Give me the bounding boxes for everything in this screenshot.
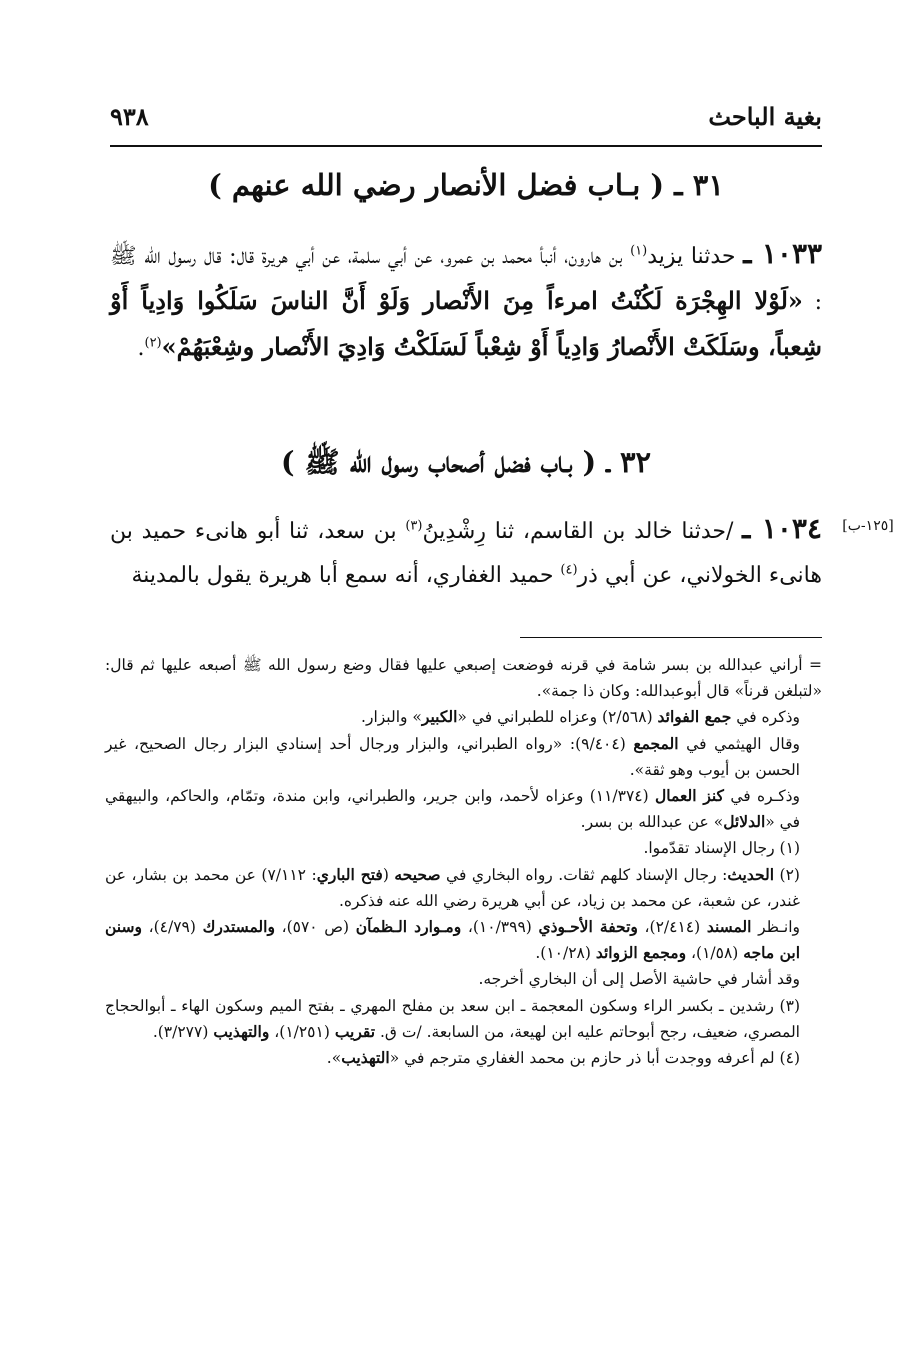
- footnote-paragraph: [105, 704, 822, 730]
- footnote-text: (٩/٤٠٤): «رواه الطبراني، والبزار ورجال أحد إسنادي البزار رجال الصحيح، غير الحسن بن أيوب وهو ثقة».: [105, 734, 800, 779]
- footnote-ref: (٢): [144, 335, 162, 351]
- footnote-text: (٣) رشدين ـ بكسر الراء وسكون المعجمة ـ ابن سعد بن مفلح المهري ـ بفتح الميم وسكون الهاء ـ أبوالحجاج المصري، ضعيف، رجح أبوحاتم عليه ابن لهيعة، من السابعة. /ت ق.: [105, 996, 800, 1041]
- footnote-text: » عن عبدالله بن بسر.: [580, 813, 724, 832]
- footnote-text: وقال الهيثمي في: [678, 734, 800, 753]
- footnote-paragraph: [105, 783, 822, 835]
- footnote-ref: (١): [630, 243, 648, 259]
- footnote-text: (ص ٥٧٠)،: [274, 918, 356, 937]
- footnote-ref: (٣): [405, 518, 423, 534]
- footnote-text: (: [382, 865, 395, 884]
- hadith-text: /حدثنا خالد بن القاسم، ثنا رِشْدِينُ: [422, 519, 743, 544]
- source-title: كنز العمال: [655, 786, 724, 806]
- hadith-quote: «لَوْلا الهِجْرَة لَكُنْتُ امرءاً مِنَ الأَنْصار وَلَوْ أَنَّ الناسَ سَلَكُوا وَادِياً أَوْ شِعباً، وسَلَكَتْ الأَنْصارُ وَادِياً أَوْ شِعْباً لَسَلَكْتُ وَادِيَ الأَنْصار وشِعْبَهُمْ»: [110, 286, 822, 361]
- source-title: والمستدرك: [202, 917, 275, 937]
- footnote-text: وذكـره في: [723, 787, 800, 806]
- manuscript-folio-note: [١٢٥-ب]: [842, 518, 894, 534]
- source-title: تقريب: [334, 1021, 376, 1041]
- footnote-text: (١٠/٢٨).: [535, 944, 596, 963]
- page-header: [110, 96, 822, 136]
- footnote-text: ».: [326, 1049, 342, 1068]
- footnote-ref: (٤): [560, 562, 578, 578]
- page-number: ٩٣٨: [110, 101, 149, 131]
- source-title: الكبير: [421, 707, 458, 727]
- footnote-text: (١/٥٨)،: [686, 944, 744, 963]
- footnote-text: : رجال الإسناد كلهم ثقات. رواه البخاري في: [440, 865, 728, 884]
- footnote-text: وانـظر: [751, 918, 801, 937]
- footnote-text: (٤/٧٩)،: [141, 918, 203, 937]
- footnote-paragraph: [105, 731, 822, 783]
- source-title: وتحفة الأحـوذي: [538, 917, 638, 937]
- source-title: والتهذيب: [213, 1021, 270, 1041]
- footnote-divider: [520, 637, 822, 638]
- hadith-text: بن هارون، أنبأ محمد بن عمرو، عن أبي سلمة، عن أبي هريرة قال: قال رسول الله ﷺ :: [110, 244, 823, 315]
- header-divider: [110, 145, 822, 147]
- source-title: الدلائل: [723, 812, 766, 832]
- source-title: صحيحه: [394, 864, 441, 884]
- footnote-text: (٢/٤١٤)،: [637, 918, 707, 937]
- source-title: وسنن ابن ماجه: [105, 917, 800, 963]
- footnote-text: (١١/٣٧٤) وعزاه لأحمد، وابن جرير، والطبراني، وابن مندة، وتمّام، والحاكم، والبيهقي في «: [105, 787, 800, 832]
- hadith-paragraph: [110, 507, 822, 598]
- footnotes-section: [105, 652, 822, 1071]
- hadith-text: حميد الغفاري، أنه سمع أبا هريرة يقول بالمدينة: [131, 563, 561, 588]
- footnote-text: (٤) لم أعرفه ووجدت أبا ذر حازم بن محمد الغفاري مترجم في «: [389, 1049, 800, 1068]
- hadith-number: ١٠٣٤ ـ: [742, 512, 822, 545]
- hadith-number: ١٠٣٣ ـ: [743, 237, 823, 270]
- source-title: المجمع: [633, 733, 679, 753]
- footnote-paragraph: [105, 914, 822, 966]
- source-title: جمع الفوائد: [657, 707, 732, 727]
- footnote-text: (١/٢٥١)،: [269, 1022, 335, 1041]
- footnote-text: : ٧/١١٢) عن محمد بن بشار، عن غندر، عن شعبة، عن محمد بن زياد، عن أبي هريرة رضي الله عنه فذكره.: [105, 865, 800, 910]
- footnote-1: (١) رجال الإسناد تقدّموا.: [643, 839, 800, 858]
- footnote-2: [105, 862, 822, 914]
- footnote-text: (٣/٢٧٧).: [152, 1022, 214, 1041]
- hadith-paragraph: [110, 232, 822, 371]
- source-title: المسند: [706, 917, 752, 937]
- source-title: ومـوارد الـظمآن: [355, 917, 462, 937]
- footnote-3: [105, 993, 822, 1045]
- source-title: التهذيب: [341, 1048, 390, 1068]
- source-title: فتح الباري: [316, 864, 383, 884]
- footnote-text: (١٠/٣٩٩)،: [461, 918, 539, 937]
- footnote-label: الحديث: [727, 864, 775, 884]
- hadith-text: بن سعد، ثنا أبو هانىء حميد بن هانىء الخولاني، عن أبي ذر: [110, 519, 822, 588]
- hadith-text: حدثنا يزيد: [647, 244, 736, 269]
- hadith-text: .: [137, 336, 145, 361]
- footnote-text: (٢): [774, 865, 800, 884]
- source-title: ومجمع الزوائد: [595, 943, 687, 963]
- footnote-paragraph: وقد أشار في حاشية الأصل إلى أن البخاري أخرجه.: [478, 970, 800, 989]
- footnote-text: » والبزار.: [361, 708, 422, 727]
- book-title: بغية الباحث: [708, 101, 822, 131]
- footnote-text: وذكره في: [731, 708, 800, 727]
- chapter-heading: ٣١ ـ ( بـاب فضل الأنصار رضي الله عنهم ): [208, 168, 724, 202]
- footnote-4: [105, 1045, 822, 1071]
- chapter-heading: ٣٢ ـ ( بـاب فضل أصحاب رسول الله ﷺ ): [280, 445, 652, 479]
- footnote-continuation: = أراني عبدالله بن بسر شامة في قرنه فوضعت إصبعي عليها فقال وضع رسول الله ﷺ أصبعه عليها ثم قال: «لتبلغن قرناً» قال أبوعبدالله: وكان ذا جمة».: [105, 656, 822, 701]
- footnote-text: (٢/٥٦٨) وعزاه للطبراني في «: [457, 708, 658, 727]
